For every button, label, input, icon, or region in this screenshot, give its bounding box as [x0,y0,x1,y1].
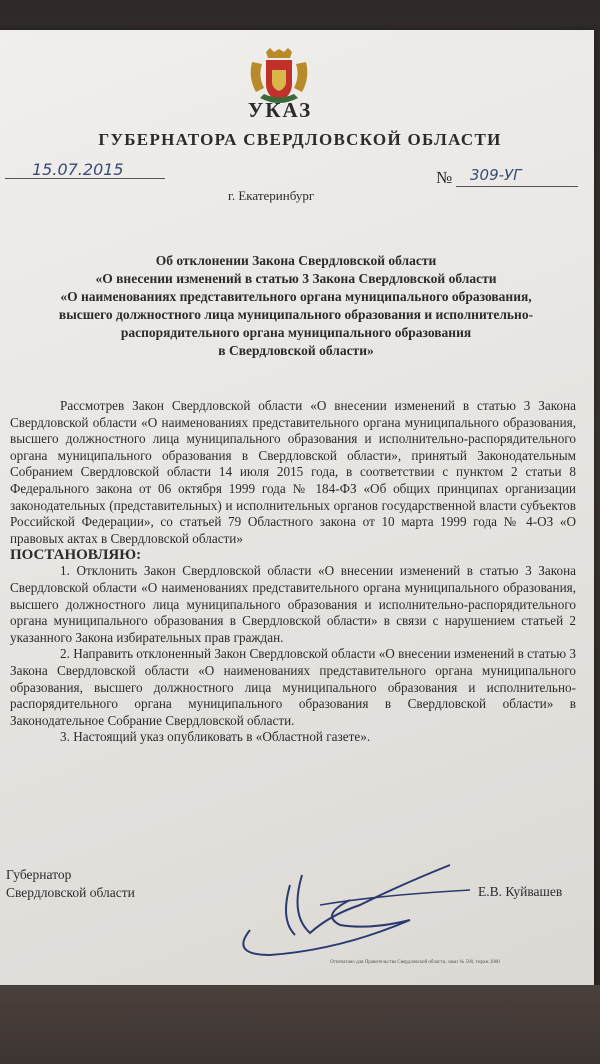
document-number: 309-УГ [470,166,522,184]
document-title: УКАЗ [247,98,313,122]
role-line: Губернатор [6,867,72,882]
heading-line: распорядительного органа муниципального образования [120,325,472,340]
preamble-paragraph: Рассмотрев Закон Свердловской области «О внесении изменений в статью 3 Закона Свердловской области «О наименованиях представительного органа муниципального образования, высшего должностного лица муниципального образования и исполнительно-распорядительного органа муниципального образования в Свердловской области», принятый Законодательным Собранием Свердловской области 14 июля 2015 года, в соответствии с пунктом 2 статьи 8 Федерального закона от 06 октября 1999 года № 184-ФЗ «Об общих принципах организации законодательных (представительных) и исполнительных органов государственной власти субъектов Российской Федерации», со статьей 79 Областного закона от 10 марта 1999 года № 4-ОЗ «О правовых актах в Свердловской области» [10,398,576,546]
handwritten-signature [220,845,480,965]
number-label: № [436,168,453,187]
city: г. Екатеринбург [228,188,315,203]
decree-item: 1. Отклонить Закон Свердловской области «О внесении изменений в статью 3 Закона Свердловской области «О наименованиях представительного органа муниципального образования, высшего должностного лица муниципального образования и исполнительно-распорядительного органа муниципального образования в Свердловской области» в связи с нарушением статьей 2 указанного Закона избирательных прав граждан. [10,563,576,645]
document-page [0,30,594,985]
print-footer: Отпечатано для Правительства Свердловской области, заказ № 500, тираж 3000 [330,960,500,965]
decree-heading [16,252,576,360]
heading-line: Об отклонении Закона Свердловской области [155,253,437,268]
heading-line: «О внесении изменений в статью 3 Закона Свердловской области [95,271,497,286]
signatory-role [6,866,135,902]
heading-line: в Свердловской области» [218,343,374,358]
signatory-name: Е.В. Куйвашев [478,884,563,899]
number-underline [456,186,578,187]
decree-item: 2. Направить отклоненный Закон Свердловской области «О внесении изменений в статью 3 Закона Свердловской области «О наименованиях представительного органа муниципального образования, высшего должностного лица муниципального образования и исполнительно-распорядительного органа муниципального образования в Свердловской области» в Законодательное Собрание Свердловской области. [10,646,576,728]
document-date: 15.07.2015 [32,160,124,179]
heading-line: высшего должностного лица муниципального образования и исполнительно- [58,307,534,322]
role-line: Свердловской области [6,885,135,900]
heading-line: «О наименованиях представительного органа муниципального образования, [60,289,532,304]
background-surface [0,985,600,1064]
date-underline [5,178,165,179]
decree-body [10,398,576,746]
document-subtitle: ГУБЕРНАТОРА СВЕРДЛОВСКОЙ ОБЛАСТИ [98,130,502,149]
resolve-heading: ПОСТАНОВЛЯЮ: [10,547,142,564]
decree-item: 3. Настоящий указ опубликовать в «Областной газете». [60,729,371,745]
